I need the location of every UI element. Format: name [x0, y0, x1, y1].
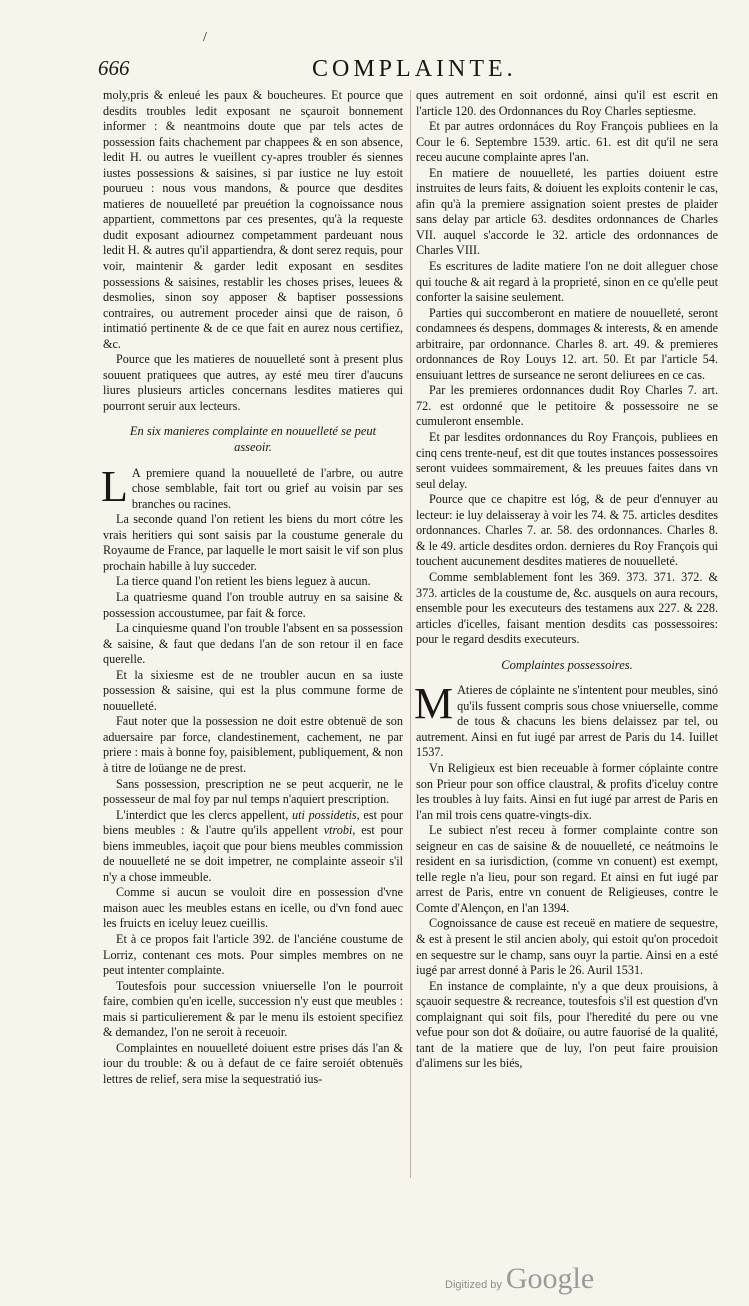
paragraph: Pource que ce chapitre est lóg, & de peur d'ennuyer au lecteur: ie luy delaisseray à voir les 74. & 75. articles desdites ordonnances. Charles 7. ar. 58. des ordonnances. Charles 8. & le 49. article desdites ordon. dernieres du Roy François qui touchent aucunement desdites matieres de nouuelleté. — [416, 492, 718, 569]
paragraph: Faut noter que la possession ne doit estre obtenuë de son aduersaire par force, clandestinement, cachement, ne par priere : mais à bonne foy, paisiblement, publiquement, & non à titre de loüange ne de prest. — [103, 714, 403, 775]
paragraph-text: A premiere quand la nouuelleté de l'arbre, ou autre chose semblable, fait tort ou grief au voisin par ses branches ou racines. — [131, 465, 403, 511]
digitized-watermark — [445, 1262, 594, 1296]
paragraph: moly,pris & enleué les paux & boucheures. Et pource que desdits troubles ledit exposant ne sçauroit bonnement informer : & neantmoins doute que par tels actes de possession faits chachement par chappees & en son absence, ledit H. ou autres le vueillent cy-apres troubler és siennes iustes possessions & saisines, si par iustice ne luy estoit pourueu : nous vous mandons, & pource que desdites matieres de nouuelleté par preuétion la cognoissance nous appartient, commettons par ces presentes, qu'à la requeste dudit exposant adiournez competamment pardeuant nous ledit H. & autres qu'il appartiendra, & dont serez requis, pour voir, maintenir & garder ledit exposant en sesdites possessions & saisines, restablir les choses prises, leuees & desmolies, sinon soy apposer & baptiser possessions contraires, ou autrement proceder ainsi que de raison, ô intimatió pertinente & de ce que fait en aurez nous certifiez, &c. — [103, 88, 403, 351]
paragraph: Parties qui succomberont en matiere de nouuelleté, seront condamnees és despens, dommages & interests, & en amende arbitraire, par ordonnance. Charles 8. art. 49. & premieres ordonnances de Roy Louys 12. art. 50. Et par l'article 54. ensuiuant lettres de surseance ne seront deliurees en ce cas. — [416, 305, 718, 382]
drop-cap: L — [101, 461, 128, 511]
paragraph: La seconde quand l'on retient les biens du mort cótre les vrais heritiers qui sont saisis par la coustume generale du Royaume de France, par laquelle le mort saisit le vif son plus prochain habille à luy succeder. — [103, 512, 403, 573]
section-heading: Complaintes possessoires. — [501, 657, 633, 672]
paragraph: Complaintes en nouuelleté doiuent estre prises dás l'an & iour du trouble: & ou à defaut de ce faire seroiét obtenuës lettres de relief, sera mise la sequestratió ius- — [103, 1040, 403, 1086]
paragraph: Par les premieres ordonnances dudit Roy Charles 7. art. 72. est ordonné que le petitoire & possessoire ne se cumuleront ensemble. — [416, 383, 718, 429]
text-run: , est pour biens meubles : & l'autre qu'ils appellent — [103, 807, 403, 838]
paragraph — [101, 461, 403, 513]
paragraph: Et la sixiesme est de ne troubler aucun en sa iuste possession & saisine, qui est la plus commune forme de nouuelleté. — [103, 667, 403, 713]
page-number: 666 — [98, 56, 130, 80]
watermark-prefix: Digitized by — [445, 1279, 502, 1291]
paragraph: La cinquiesme quand l'on trouble l'absent en sa possession & saisine, & faut que dedans l'an de son retour il en face querelle. — [103, 621, 403, 667]
paragraph: Sans possession, prescription ne se peut acquerir, ne le possesseur de mal foy par nul temps n'aquiert prescription. — [103, 776, 403, 807]
latin-term: uti possidetis — [292, 807, 357, 822]
paragraph: Le subiect n'est receu à former complainte contre son seigneur en cas de saisine & de nouuelleté, ce neátmoins le resident en sa iurisdiction, (comme vn conuent) est exempt, telle regle n'a lieu, pour son regard. Et ainsi en fut iugé par arrest de Paris, entre vn conuent de Religieuses, contre le Comte d'Alençon, en l'an 1394. — [416, 823, 718, 915]
paragraph — [103, 808, 403, 886]
right-column — [416, 88, 718, 1072]
paragraph: Et par lesdites ordonnances du Roy François, publiees en cinq cens trente-neuf, est dit que toutes instances possessoires seront vuidees sommairement, & les preuues faites dans vn seul delay. — [416, 430, 718, 491]
google-logo: Google — [505, 1262, 595, 1295]
paragraph: ques autrement en soit ordonné, ainsi qu'il est escrit en l'article 120. des Ordonnances du Roy Charles septiesme. — [416, 88, 718, 118]
text-run: , est pour biens immeubles, iaçoit que pour biens meubles commission de nouuelleté ne se doit impetrer, ne complainte asseoir s'il n'y a chose immeuble. — [103, 823, 403, 884]
paragraph: En matiere de nouuelleté, les parties doiuent estre instruites de leurs faits, & doiuent les exploits contenir le cas, afin qu'à la premiere assignation soient prestes de plaider sans delay par article 63. desdites ordonnances de Charles VII. auquel s'accorde le 32. article des ordonnances de Charles VIII. — [416, 165, 718, 258]
paragraph: La quatriesme quand l'on trouble autruy en sa saisine & possession accoustumee, par fait & force. — [103, 589, 403, 620]
latin-term: vtrobi — [323, 823, 353, 838]
paragraph: Pource que les matieres de nouuelleté sont à present plus souuent pratiquees que autres, ay esté meu tirer d'aucuns liures plusieurs articles concernans lesdites matieres qui pourront seruir aux lecteurs. — [103, 352, 403, 413]
paragraph-text: Atieres de cóplainte ne s'intentent pour meubles, sinó qu'ils fussent compris sous chose vniuerselle, comme de tous & chacuns les biens delaissez par tel, ou autrement. Ainsi en fut iugé par arrest de Paris du 14. Iuillet 1537. — [416, 683, 718, 760]
paragraph: Et par autres ordonnáces du Roy François publiees en la Cour le 6. Septembre 1539. artic. 61. est dit qu'il ne sera receu aucune complainte apres l'an. — [416, 119, 718, 165]
paragraph: Et à ce propos fait l'article 392. de l'anciéne coustume de Lorriz, contenant ces mots. Pour simples membres on ne peut intenter complainte. — [103, 931, 403, 978]
paragraph: Vn Religieux est bien receuable à former cóplainte contre son Prieur pour son office claustral, & profits d'iceluy contre les troubles à luy faits. Ainsi en fut iugé par arrest de Paris en l'an mil trois cens quatre-vingts-dix. — [416, 760, 718, 822]
paragraph: Comme semblablement font les 369. 373. 371. 372. & 373. articles de la coustume de, &c. ausquels on aura recours, ensemble pour les executeurs des testamens aux 227. & 228. articles d'icelles, faisant mention desdits cas possessoires: pour le regard desdits executeurs. — [416, 569, 718, 647]
text-run: L'interdict que les clercs appellent, — [116, 807, 289, 822]
corner-mark: / — [203, 30, 207, 45]
paragraph — [414, 679, 718, 761]
paragraph: Toutesfois pour succession vniuerselle l'on le pourroit faire, combien qu'en icelle, succession n'y eust que meubles : mais si particulierement & par le menu ils estoient specifiez & demandez, l'on ne seroit à receuoir. — [103, 978, 403, 1040]
paragraph: Comme si aucun se vouloit dire en possession d'vne maison auec les meubles estans en icelle, ou d'vn fond auec les fruicts en iceluy leuez cueillis. — [103, 885, 403, 931]
paragraph: Cognoissance de cause est receuë en matiere de sequestre, & est à present le stil ancien aboly, qui estoit qu'on procedoit en sequestre sur le champ, sans ouyr la partie. Ainsi en a esté iugé par arrest donné à Paris le 26. Auril 1531. — [416, 916, 718, 978]
drop-cap: M — [414, 679, 454, 729]
left-column — [103, 88, 403, 1087]
paragraph: La tierce quand l'on retient les biens leguez à aucun. — [116, 574, 371, 589]
running-head: COMPLAINTE. — [312, 56, 517, 82]
paragraph: En instance de complainte, n'y a que deux prouisions, à sçauoir sequestre & recreance, toutesfois s'il est question d'vn complaignant qui soit fils, pour l'heredité du pere ou vne vefue pour son dot & doüaire, ou autre fauorisé de la qualité, tant de la matiere que de luy, l'on peut faire prouision d'alimens sur les biés, — [416, 978, 718, 1071]
paragraph: Es escritures de ladite matiere l'on ne doit alleguer chose qui touche & ait regard à la proprieté, sinon en ce qu'elle peut conforter la saisine seulement. — [416, 259, 718, 305]
section-heading: En six manieres complainte en nouuelleté se peut asseoir. — [129, 424, 377, 455]
column-divider — [410, 90, 411, 1178]
